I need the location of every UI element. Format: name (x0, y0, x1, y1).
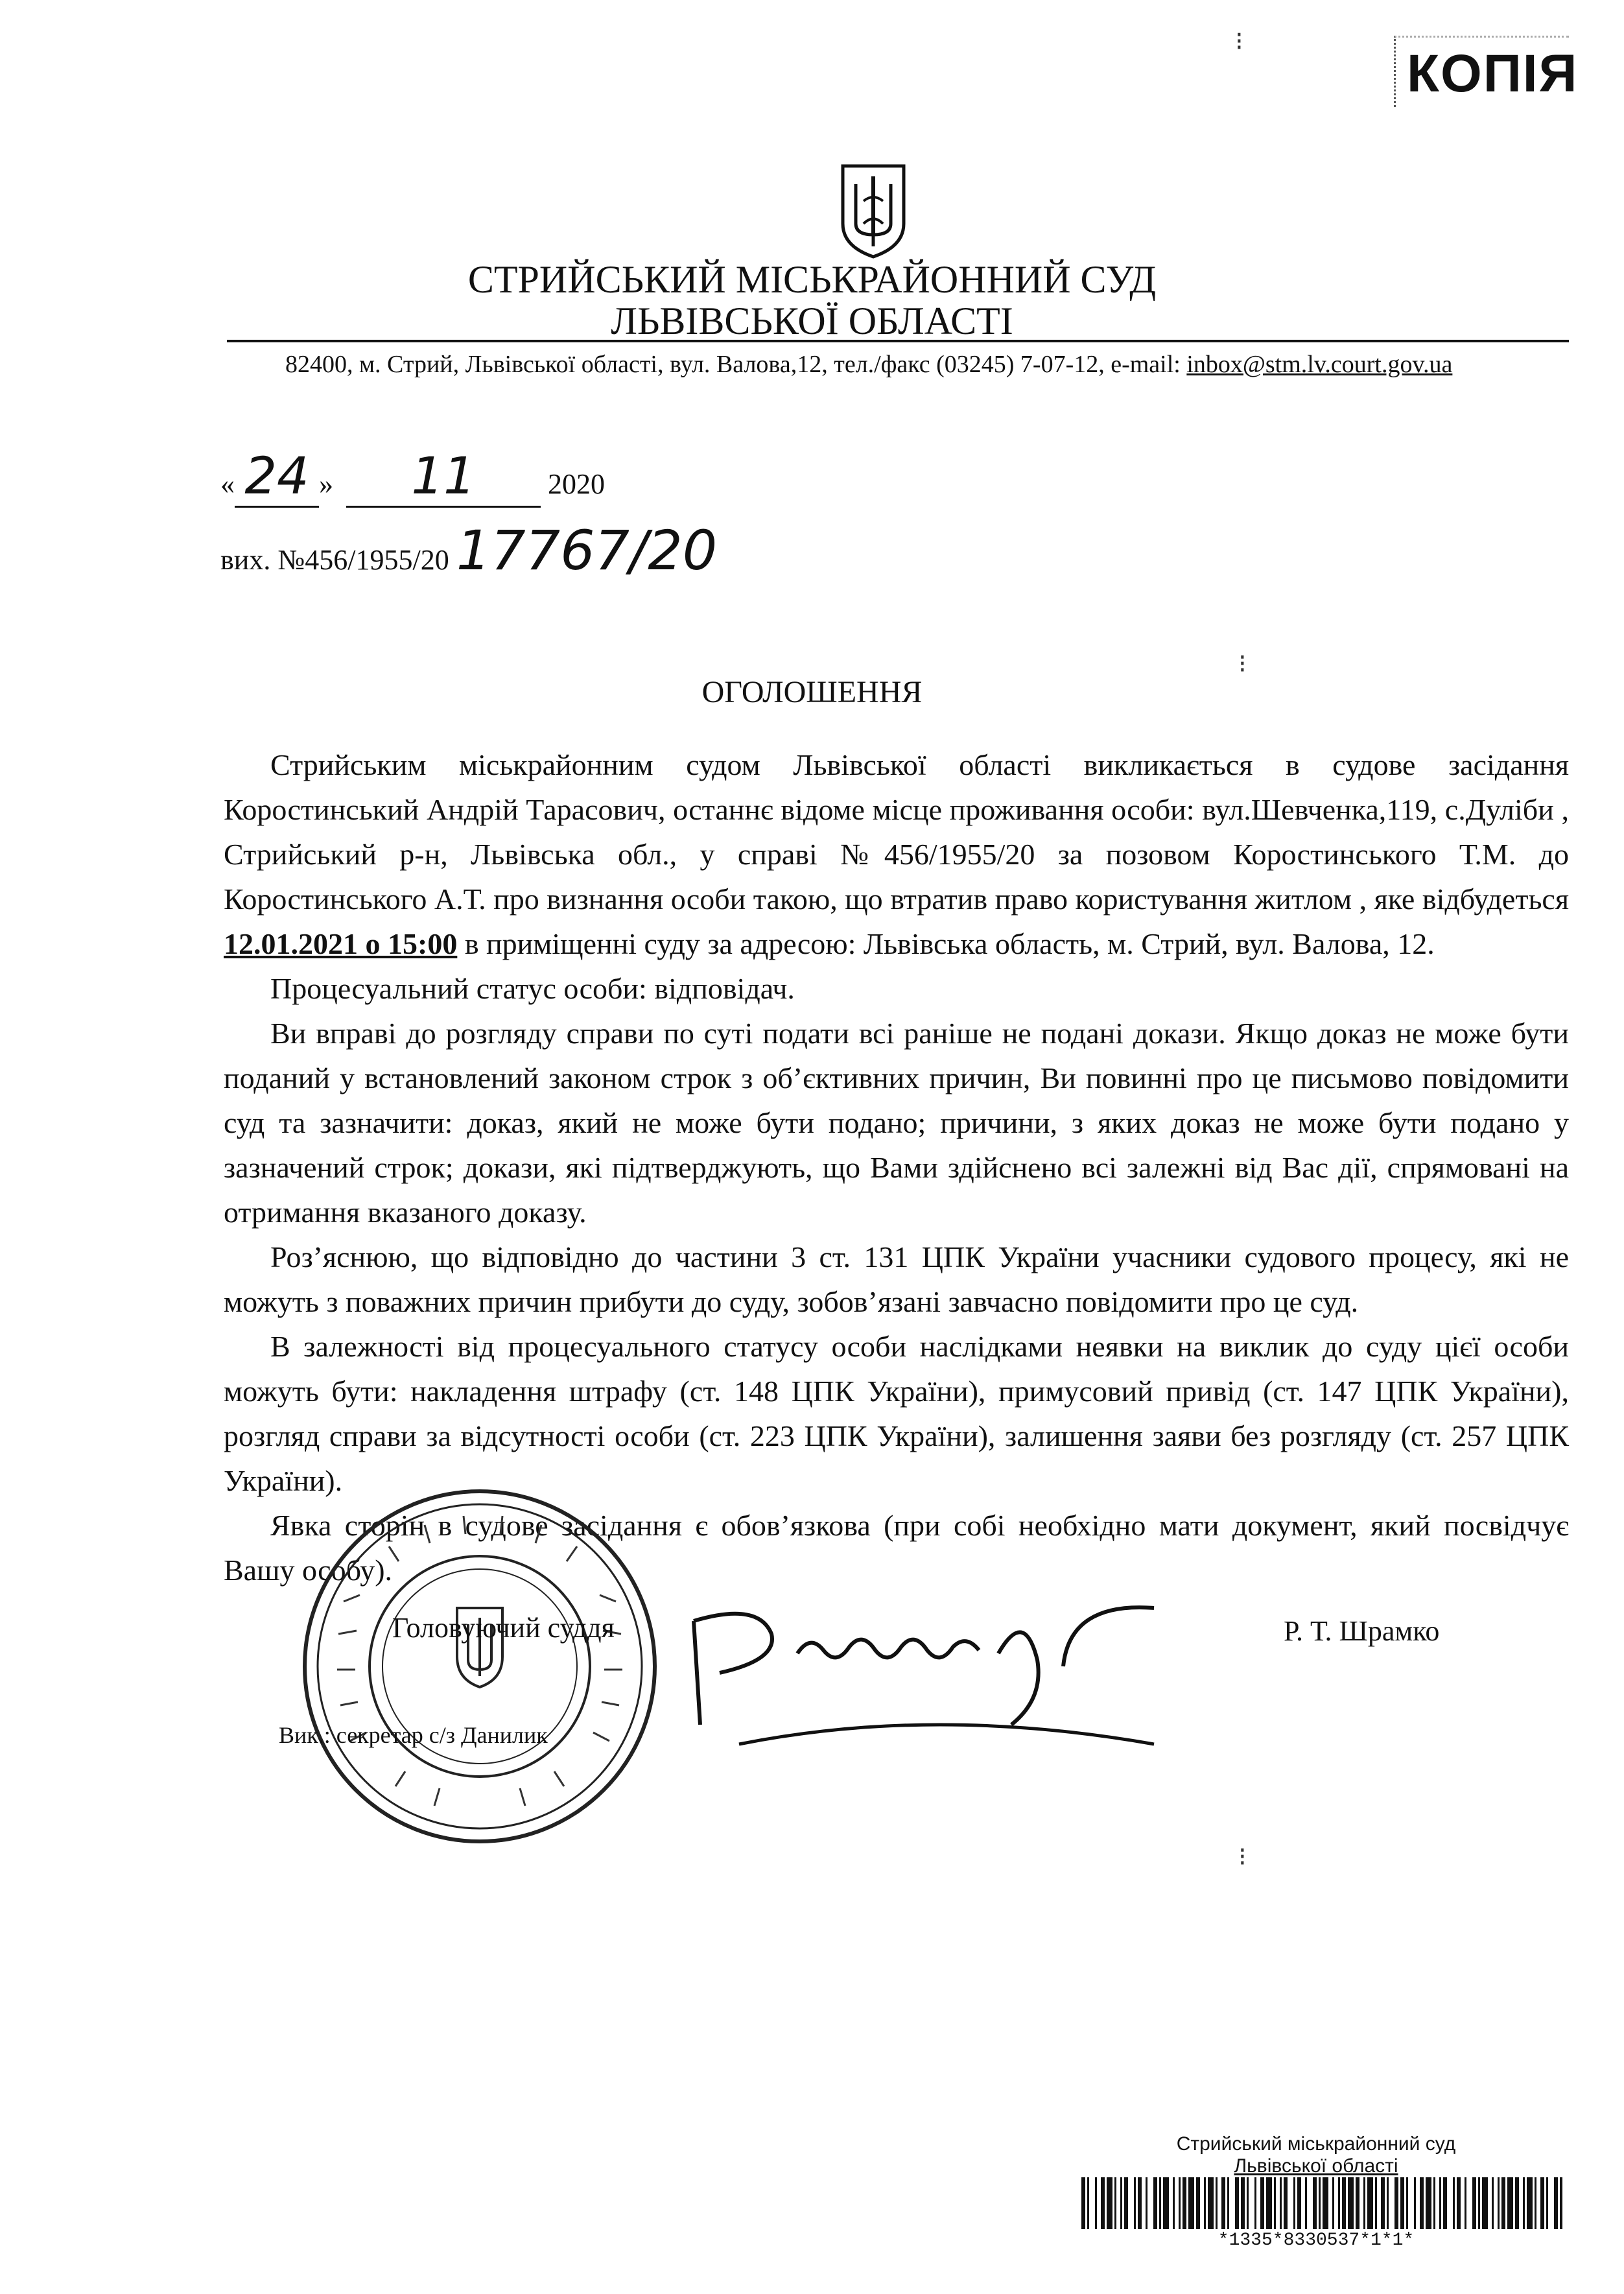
summons-text: Стрийським міськрайонним судом Львівської області викликається в судове засідання Коростинський Андрій Тарасович, останнє відоме місце проживання особи: вул.Шевченка,119, с.Дуліби , Стрийський р-н, Львівська обл., у справі №456/1955/20 за позовом Коростинського Т.М. до Коростинського А.Т. про визнання особи такою, що втратив право користування житлом , яке відбудеться (224, 748, 1569, 916)
announcement-body (224, 742, 1569, 1592)
date-open-quote: « (220, 468, 235, 500)
header-divider (227, 340, 1569, 342)
paragraph-evidence: Ви вправі до розгляду справи по суті подати всі раніше не подані докази. Якщо доказ не може бути поданий у встановлений законом строк з об’єктивних причин, Ви повинні про це письмово повідомити суд та зазначити: доказ, який не може бути подано; причини, з яких доказ не може бути подано у зазначений строк; докази, які підтверджують, що Вами здійснено всі залежні від Вас дії, спрямовані на отримання вказаного доказу. (224, 1017, 1569, 1229)
court-name-line1: СТРИЙСЬКИЙ МІСЬКРАЙОННИЙ СУД (467, 258, 1157, 301)
document-date (220, 447, 605, 508)
footer-court-line2: Львівської області (1234, 2155, 1398, 2177)
court-name-line2: ЛЬВІВСЬКОЇ ОБЛАСТІ (611, 300, 1013, 342)
scan-speck: ⁝ (1235, 27, 1243, 56)
trident-emblem-icon (838, 162, 909, 259)
address-text: 82400, м. Стрий, Львівської області, вул. Валова,12, тел./факс (03245) 7-07-12, e-mail: (285, 351, 1187, 378)
date-month: 11 (411, 447, 476, 506)
barcode-number: *1335*8330537*1*1* (1218, 2230, 1415, 2251)
copy-stamp-label: КОПІЯ (1407, 44, 1579, 103)
paragraph-consequences: В залежності від процесуального статусу особи наслідками неявки на виклик до суду цієї особи можуть бути: накладення штрафу (ст. 148 ЦПК України), примусовий привід (ст. 147 ЦПК України), розгляд справи за відсутності особи (ст. 223 ЦПК України), залишення заяви без розгляду (ст. 257 ЦПК України). (224, 1330, 1569, 1497)
date-day: 24 (244, 447, 309, 506)
paragraph-attendance: Явка сторін в судове засідання є обов’язкова (при собі необхідно мати документ, який посвідчує Вашу особу). (224, 1509, 1569, 1587)
scan-speck: ⁝ (1238, 649, 1247, 678)
court-address (285, 350, 1556, 379)
executor-line: Вик.: секретар с/з Данилик (279, 1722, 548, 1748)
reference-handwritten: 17767/20 (456, 519, 718, 582)
date-month-field (346, 447, 541, 508)
date-year: 2020 (548, 468, 605, 500)
date-day-field (235, 447, 319, 508)
footer-court-name (1063, 2133, 1569, 2177)
summons-address: в приміщенні суду за адресою: Львівська область, м. Стрий, вул. Валова, 12. (457, 927, 1435, 960)
document-title: ОГОЛОШЕННЯ (701, 675, 923, 709)
court-seal-icon (298, 1485, 661, 1848)
signer-role: Головуючий суддя (392, 1612, 615, 1644)
handwritten-signature-icon (674, 1595, 1180, 1764)
barcode-icon (1081, 2177, 1562, 2229)
paragraph-notice: Роз’яснюю, що відповідно до частини 3 ст. 131 ЦПК України учасники судового процесу, які не можуть з поважних причин прибути до суду, зобов’язані завчасно повідомити про це суд. (224, 1240, 1569, 1318)
footer-court-line1: Стрийський міськрайонний суд (1176, 2133, 1456, 2155)
paragraph-summons (224, 742, 1569, 966)
hearing-datetime: 12.01.2021 о 15:00 (224, 927, 458, 960)
date-close-quote: » (319, 468, 333, 500)
reference-number: вих. №456/1955/20 (220, 544, 449, 576)
signer-name: Р. Т. Шрамко (1284, 1615, 1440, 1647)
scan-speck: ⁝ (1238, 1842, 1247, 1871)
copy-stamp (1394, 36, 1579, 107)
outgoing-reference (220, 519, 717, 582)
court-email-link[interactable]: inbox@stm.lv.court.gov.ua (1186, 351, 1453, 378)
paragraph-status: Процесуальний статус особи: відповідач. (270, 972, 795, 1005)
